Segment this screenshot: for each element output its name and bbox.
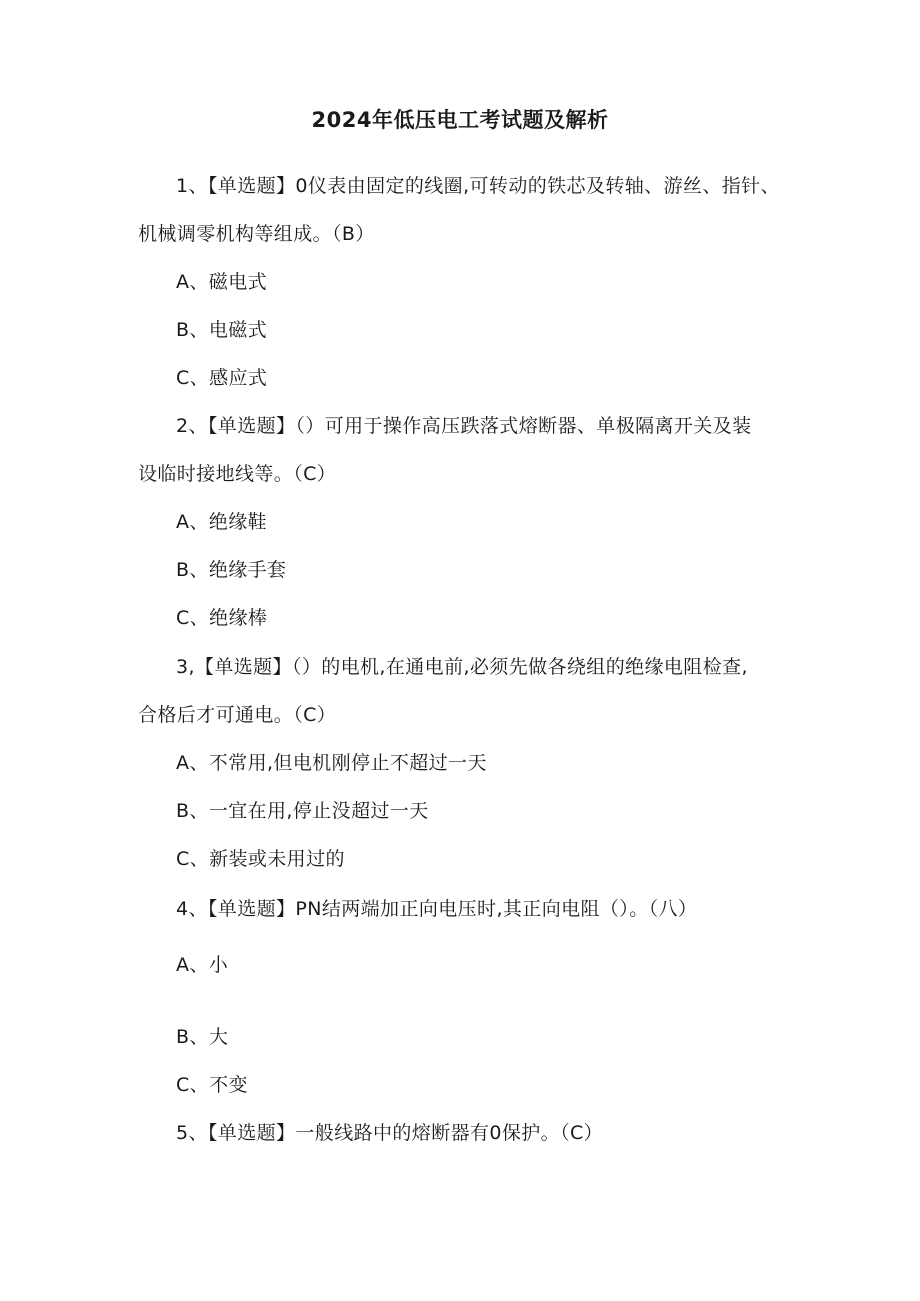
document-title: 2024年低压电工考试题及解析 bbox=[311, 108, 609, 132]
question-4-option-c: C、不变 bbox=[176, 1074, 248, 1096]
question-4-stem: 4、【单选题】PN结两端加正向电压时,其正向电阻（）。（八） bbox=[176, 898, 698, 920]
question-3-option-c: C、新装或未用过的 bbox=[176, 848, 345, 870]
question-3-stem: 3,【单选题】（）的电机,在通电前,必须先做各绕组的绝缘电阻检查, bbox=[176, 656, 748, 678]
question-1-stem: 1、【单选题】0仪表由固定的线圈,可转动的铁芯及转轴、游丝、指针、 bbox=[176, 175, 780, 197]
question-2-option-b: B、绝缘手套 bbox=[176, 559, 287, 581]
question-4-option-b: B、大 bbox=[176, 1026, 229, 1048]
question-3-option-a: A、不常用,但电机刚停止不超过一天 bbox=[176, 752, 487, 774]
question-1-option-c: C、感应式 bbox=[176, 367, 268, 389]
question-5-stem: 5、【单选题】一般线路中的熔断器有0保护。（C） bbox=[176, 1122, 604, 1144]
question-2-option-a: A、绝缘鞋 bbox=[176, 511, 267, 533]
question-3-option-b: B、一宜在用,停止没超过一天 bbox=[176, 800, 429, 822]
question-1-option-b: B、电磁式 bbox=[176, 319, 268, 341]
question-2-stem: 2、【单选题】（）可用于操作高压跌落式熔断器、单极隔离开关及装 bbox=[176, 415, 752, 437]
question-1-option-a: A、磁电式 bbox=[176, 271, 267, 293]
question-2-stem-continued: 设临时接地线等。（C） bbox=[138, 463, 337, 485]
question-1-stem-continued: 机械调零机构等组成。（B） bbox=[138, 223, 375, 245]
question-3-stem-continued: 合格后才可通电。（C） bbox=[138, 704, 337, 726]
question-2-option-c: C、绝缘棒 bbox=[176, 607, 268, 629]
question-4-option-a: A、小 bbox=[176, 954, 229, 976]
